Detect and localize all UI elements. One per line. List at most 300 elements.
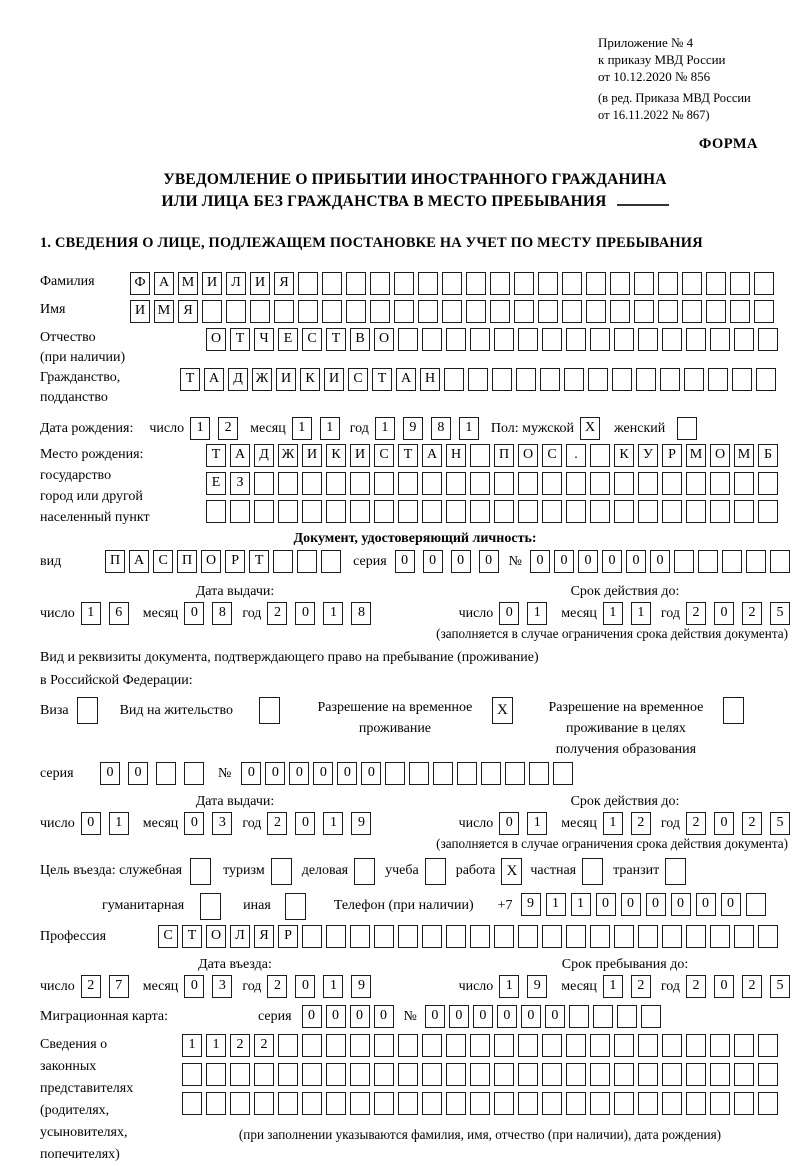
- form-cell[interactable]: Ж: [252, 368, 272, 391]
- form-cell[interactable]: 1: [190, 417, 210, 440]
- form-cell[interactable]: Р: [278, 925, 298, 948]
- form-cell[interactable]: 0: [714, 812, 734, 835]
- form-cell[interactable]: Т: [326, 328, 346, 351]
- form-cell[interactable]: [302, 1034, 322, 1057]
- form-cell[interactable]: [398, 328, 418, 351]
- form-cell[interactable]: [425, 858, 446, 885]
- form-cell[interactable]: [730, 272, 750, 295]
- form-cell[interactable]: 1: [571, 893, 591, 916]
- form-cell[interactable]: [734, 328, 754, 351]
- form-cell[interactable]: Ж: [278, 444, 298, 467]
- form-cell[interactable]: [756, 368, 776, 391]
- form-cell[interactable]: [518, 500, 538, 523]
- form-cell[interactable]: [590, 472, 610, 495]
- form-cell[interactable]: [734, 925, 754, 948]
- form-cell[interactable]: [566, 472, 586, 495]
- form-cell[interactable]: [470, 500, 490, 523]
- form-cell[interactable]: 0: [289, 762, 309, 785]
- form-cell[interactable]: 1: [499, 975, 519, 998]
- form-cell[interactable]: [674, 550, 694, 573]
- form-cell[interactable]: [542, 1092, 562, 1115]
- form-cell[interactable]: [662, 1092, 682, 1115]
- purpose-other-checkbox[interactable]: [285, 893, 306, 920]
- form-cell[interactable]: 2: [267, 812, 287, 835]
- form-cell[interactable]: Н: [420, 368, 440, 391]
- form-cell[interactable]: [374, 1092, 394, 1115]
- form-cell[interactable]: [518, 925, 538, 948]
- form-cell[interactable]: Ч: [254, 328, 274, 351]
- form-cell[interactable]: [662, 1034, 682, 1057]
- visa-checkbox[interactable]: [77, 697, 98, 724]
- form-cell[interactable]: [706, 300, 726, 323]
- form-cell[interactable]: 2: [81, 975, 101, 998]
- form-cell[interactable]: [529, 762, 549, 785]
- form-cell[interactable]: И: [130, 300, 150, 323]
- form-cell[interactable]: С: [348, 368, 368, 391]
- form-cell[interactable]: [259, 697, 280, 724]
- form-cell[interactable]: [297, 550, 317, 573]
- form-cell[interactable]: [614, 1092, 634, 1115]
- form-cell[interactable]: [566, 500, 586, 523]
- form-cell[interactable]: [254, 1092, 274, 1115]
- form-cell[interactable]: [273, 550, 293, 573]
- form-cell[interactable]: 1: [320, 417, 340, 440]
- form-cell[interactable]: 0: [671, 893, 691, 916]
- form-cell[interactable]: [446, 500, 466, 523]
- form-cell[interactable]: [374, 1034, 394, 1057]
- form-cell[interactable]: [710, 472, 730, 495]
- form-cell[interactable]: [302, 1063, 322, 1086]
- form-cell[interactable]: [505, 762, 525, 785]
- form-cell[interactable]: 1: [631, 602, 651, 625]
- form-cell[interactable]: [470, 1034, 490, 1057]
- form-cell[interactable]: 0: [554, 550, 574, 573]
- form-cell[interactable]: 1: [527, 602, 547, 625]
- form-cell[interactable]: А: [204, 368, 224, 391]
- form-cell[interactable]: 0: [451, 550, 471, 573]
- form-cell[interactable]: [302, 472, 322, 495]
- form-cell[interactable]: 0: [184, 812, 204, 835]
- gender-female-checkbox[interactable]: [677, 417, 697, 440]
- form-cell[interactable]: [734, 500, 754, 523]
- form-cell[interactable]: [385, 762, 405, 785]
- form-cell[interactable]: [370, 300, 390, 323]
- form-cell[interactable]: [566, 1034, 586, 1057]
- form-cell[interactable]: Т: [182, 925, 202, 948]
- form-cell[interactable]: [422, 328, 442, 351]
- form-cell[interactable]: 3: [212, 975, 232, 998]
- form-cell[interactable]: О: [201, 550, 221, 573]
- form-cell[interactable]: И: [202, 272, 222, 295]
- form-cell[interactable]: [698, 550, 718, 573]
- form-cell[interactable]: Я: [178, 300, 198, 323]
- form-cell[interactable]: К: [300, 368, 320, 391]
- form-cell[interactable]: [682, 272, 702, 295]
- purpose-official-checkbox[interactable]: [190, 858, 211, 885]
- form-cell[interactable]: 2: [254, 1034, 274, 1057]
- form-cell[interactable]: [326, 472, 346, 495]
- form-cell[interactable]: [638, 500, 658, 523]
- form-cell[interactable]: [710, 1063, 730, 1086]
- form-cell[interactable]: Т: [372, 368, 392, 391]
- form-cell[interactable]: [638, 472, 658, 495]
- form-cell[interactable]: [758, 925, 778, 948]
- form-cell[interactable]: [446, 328, 466, 351]
- form-cell[interactable]: [326, 1034, 346, 1057]
- form-cell[interactable]: [660, 368, 680, 391]
- form-cell[interactable]: [686, 1034, 706, 1057]
- form-cell[interactable]: [350, 1034, 370, 1057]
- form-cell[interactable]: [494, 328, 514, 351]
- form-cell[interactable]: [658, 272, 678, 295]
- form-cell[interactable]: [746, 550, 766, 573]
- form-cell[interactable]: [542, 328, 562, 351]
- form-cell[interactable]: [710, 1034, 730, 1057]
- form-cell[interactable]: 0: [721, 893, 741, 916]
- form-cell[interactable]: [662, 500, 682, 523]
- form-cell[interactable]: [442, 272, 462, 295]
- form-cell[interactable]: [278, 472, 298, 495]
- form-cell[interactable]: [553, 762, 573, 785]
- form-cell[interactable]: 0: [714, 975, 734, 998]
- form-cell[interactable]: Я: [274, 272, 294, 295]
- form-cell[interactable]: [418, 300, 438, 323]
- form-cell[interactable]: П: [494, 444, 514, 467]
- form-cell[interactable]: .: [566, 444, 586, 467]
- form-cell[interactable]: 0: [100, 762, 120, 785]
- form-cell[interactable]: А: [154, 272, 174, 295]
- form-cell[interactable]: 1: [323, 602, 343, 625]
- form-cell[interactable]: [590, 328, 610, 351]
- form-cell[interactable]: [354, 858, 375, 885]
- form-cell[interactable]: 1: [109, 812, 129, 835]
- form-cell[interactable]: [564, 368, 584, 391]
- form-cell[interactable]: С: [302, 328, 322, 351]
- form-cell[interactable]: [518, 328, 538, 351]
- form-cell[interactable]: [734, 1034, 754, 1057]
- form-cell[interactable]: С: [542, 444, 562, 467]
- form-cell[interactable]: [444, 368, 464, 391]
- form-cell[interactable]: 0: [313, 762, 333, 785]
- form-cell[interactable]: [686, 472, 706, 495]
- form-cell[interactable]: [409, 762, 429, 785]
- form-cell[interactable]: [722, 550, 742, 573]
- form-cell[interactable]: П: [105, 550, 125, 573]
- form-cell[interactable]: 0: [646, 893, 666, 916]
- form-cell[interactable]: Б: [758, 444, 778, 467]
- purpose-study-checkbox[interactable]: [425, 858, 446, 885]
- form-cell[interactable]: 9: [521, 893, 541, 916]
- form-cell[interactable]: [566, 925, 586, 948]
- form-cell[interactable]: [758, 1092, 778, 1115]
- form-cell[interactable]: [370, 272, 390, 295]
- form-cell[interactable]: [758, 1034, 778, 1057]
- form-cell[interactable]: 0: [423, 550, 443, 573]
- form-cell[interactable]: 1: [603, 975, 623, 998]
- form-cell[interactable]: [298, 272, 318, 295]
- form-cell[interactable]: Р: [225, 550, 245, 573]
- form-cell[interactable]: М: [734, 444, 754, 467]
- form-cell[interactable]: 0: [265, 762, 285, 785]
- form-cell[interactable]: [422, 500, 442, 523]
- form-cell[interactable]: [586, 300, 606, 323]
- form-cell[interactable]: [569, 1005, 589, 1028]
- form-cell[interactable]: 0: [596, 893, 616, 916]
- residence-permit-checkbox[interactable]: [259, 697, 280, 724]
- form-cell[interactable]: 2: [267, 975, 287, 998]
- form-cell[interactable]: 0: [374, 1005, 394, 1028]
- form-cell[interactable]: 2: [218, 417, 238, 440]
- form-cell[interactable]: К: [326, 444, 346, 467]
- form-cell[interactable]: [494, 1092, 514, 1115]
- form-cell[interactable]: [470, 1092, 490, 1115]
- form-cell[interactable]: М: [686, 444, 706, 467]
- form-cell[interactable]: [732, 368, 752, 391]
- form-cell[interactable]: [350, 1092, 370, 1115]
- form-cell[interactable]: [566, 1092, 586, 1115]
- form-cell[interactable]: [758, 1063, 778, 1086]
- form-cell[interactable]: 1: [603, 812, 623, 835]
- form-cell[interactable]: [665, 858, 686, 885]
- form-cell[interactable]: [582, 858, 603, 885]
- form-cell[interactable]: Я: [254, 925, 274, 948]
- form-cell[interactable]: [206, 1063, 226, 1086]
- form-cell[interactable]: [710, 1092, 730, 1115]
- form-cell[interactable]: [326, 1063, 346, 1086]
- form-cell[interactable]: 0: [530, 550, 550, 573]
- form-cell[interactable]: 2: [742, 812, 762, 835]
- form-cell[interactable]: О: [710, 444, 730, 467]
- form-cell[interactable]: [494, 1063, 514, 1086]
- form-cell[interactable]: [684, 368, 704, 391]
- form-cell[interactable]: Н: [446, 444, 466, 467]
- form-cell[interactable]: 0: [81, 812, 101, 835]
- form-cell[interactable]: [350, 1063, 370, 1086]
- form-cell[interactable]: [446, 1034, 466, 1057]
- form-cell[interactable]: [614, 1063, 634, 1086]
- form-cell[interactable]: [470, 925, 490, 948]
- form-cell[interactable]: [490, 272, 510, 295]
- form-cell[interactable]: [710, 925, 730, 948]
- form-cell[interactable]: [754, 272, 774, 295]
- form-cell[interactable]: О: [518, 444, 538, 467]
- form-cell[interactable]: [638, 1034, 658, 1057]
- form-cell[interactable]: 0: [295, 975, 315, 998]
- form-cell[interactable]: [614, 925, 634, 948]
- purpose-business-checkbox[interactable]: [354, 858, 375, 885]
- form-cell[interactable]: [468, 368, 488, 391]
- form-cell[interactable]: [590, 444, 610, 467]
- form-cell[interactable]: [662, 925, 682, 948]
- form-cell[interactable]: 1: [323, 975, 343, 998]
- form-cell[interactable]: [746, 893, 766, 916]
- form-cell[interactable]: [190, 858, 211, 885]
- form-cell[interactable]: М: [154, 300, 174, 323]
- form-cell[interactable]: [422, 1063, 442, 1086]
- form-cell[interactable]: 3: [212, 812, 232, 835]
- form-cell[interactable]: [350, 925, 370, 948]
- form-cell[interactable]: И: [250, 272, 270, 295]
- form-cell[interactable]: [398, 1092, 418, 1115]
- form-cell[interactable]: 9: [403, 417, 423, 440]
- form-cell[interactable]: [662, 328, 682, 351]
- form-cell[interactable]: [481, 762, 501, 785]
- form-cell[interactable]: [686, 328, 706, 351]
- form-cell[interactable]: У: [638, 444, 658, 467]
- form-cell[interactable]: [77, 697, 98, 724]
- form-cell[interactable]: [457, 762, 477, 785]
- form-cell[interactable]: [182, 1063, 202, 1086]
- form-cell[interactable]: Т: [206, 444, 226, 467]
- form-cell[interactable]: И: [324, 368, 344, 391]
- form-cell[interactable]: 0: [578, 550, 598, 573]
- form-cell[interactable]: 9: [527, 975, 547, 998]
- form-cell[interactable]: 7: [109, 975, 129, 998]
- form-cell[interactable]: [446, 1092, 466, 1115]
- form-cell[interactable]: [636, 368, 656, 391]
- form-cell[interactable]: 0: [499, 812, 519, 835]
- form-cell[interactable]: 1: [527, 812, 547, 835]
- form-cell[interactable]: [494, 500, 514, 523]
- form-cell[interactable]: А: [422, 444, 442, 467]
- form-cell[interactable]: [614, 500, 634, 523]
- form-cell[interactable]: X: [501, 858, 522, 885]
- form-cell[interactable]: Д: [254, 444, 274, 467]
- form-cell[interactable]: 0: [521, 1005, 541, 1028]
- form-cell[interactable]: Т: [230, 328, 250, 351]
- form-cell[interactable]: 0: [425, 1005, 445, 1028]
- form-cell[interactable]: 0: [497, 1005, 517, 1028]
- form-cell[interactable]: 0: [650, 550, 670, 573]
- form-cell[interactable]: М: [178, 272, 198, 295]
- form-cell[interactable]: 0: [499, 602, 519, 625]
- form-cell[interactable]: [662, 472, 682, 495]
- form-cell[interactable]: [514, 300, 534, 323]
- form-cell[interactable]: 8: [431, 417, 451, 440]
- form-cell[interactable]: [542, 1034, 562, 1057]
- form-cell[interactable]: [641, 1005, 661, 1028]
- form-cell[interactable]: А: [129, 550, 149, 573]
- form-cell[interactable]: А: [230, 444, 250, 467]
- form-cell[interactable]: [285, 893, 306, 920]
- form-cell[interactable]: [612, 368, 632, 391]
- form-cell[interactable]: 2: [686, 812, 706, 835]
- form-cell[interactable]: Т: [398, 444, 418, 467]
- form-cell[interactable]: О: [206, 925, 226, 948]
- form-cell[interactable]: С: [374, 444, 394, 467]
- form-cell[interactable]: [422, 925, 442, 948]
- form-cell[interactable]: [466, 272, 486, 295]
- form-cell[interactable]: Е: [278, 328, 298, 351]
- form-cell[interactable]: [638, 1092, 658, 1115]
- form-cell[interactable]: [490, 300, 510, 323]
- form-cell[interactable]: 2: [742, 602, 762, 625]
- form-cell[interactable]: [470, 444, 490, 467]
- form-cell[interactable]: [226, 300, 246, 323]
- form-cell[interactable]: [470, 328, 490, 351]
- form-cell[interactable]: 0: [449, 1005, 469, 1028]
- form-cell[interactable]: [230, 1063, 250, 1086]
- form-cell[interactable]: [446, 472, 466, 495]
- form-cell[interactable]: [590, 500, 610, 523]
- form-cell[interactable]: [302, 500, 322, 523]
- form-cell[interactable]: [562, 272, 582, 295]
- form-cell[interactable]: 2: [267, 602, 287, 625]
- form-cell[interactable]: 1: [323, 812, 343, 835]
- purpose-private-checkbox[interactable]: [582, 858, 603, 885]
- form-cell[interactable]: 0: [241, 762, 261, 785]
- form-cell[interactable]: 0: [696, 893, 716, 916]
- form-cell[interactable]: [723, 697, 744, 724]
- form-cell[interactable]: 2: [686, 602, 706, 625]
- form-cell[interactable]: [274, 300, 294, 323]
- form-cell[interactable]: О: [206, 328, 226, 351]
- form-cell[interactable]: [540, 368, 560, 391]
- form-cell[interactable]: X: [492, 697, 513, 724]
- form-cell[interactable]: [514, 272, 534, 295]
- form-cell[interactable]: [271, 858, 292, 885]
- form-cell[interactable]: 1: [81, 602, 101, 625]
- form-cell[interactable]: [494, 925, 514, 948]
- form-cell[interactable]: В: [350, 328, 370, 351]
- form-cell[interactable]: [278, 1063, 298, 1086]
- form-cell[interactable]: [586, 272, 606, 295]
- form-cell[interactable]: [398, 500, 418, 523]
- form-cell[interactable]: [230, 500, 250, 523]
- form-cell[interactable]: [394, 300, 414, 323]
- form-cell[interactable]: 9: [351, 975, 371, 998]
- form-cell[interactable]: [470, 1063, 490, 1086]
- form-cell[interactable]: 0: [302, 1005, 322, 1028]
- gender-male-checkbox[interactable]: [580, 417, 600, 440]
- form-cell[interactable]: [662, 1063, 682, 1086]
- form-cell[interactable]: 0: [545, 1005, 565, 1028]
- form-cell[interactable]: [562, 300, 582, 323]
- form-cell[interactable]: И: [302, 444, 322, 467]
- form-cell[interactable]: [538, 300, 558, 323]
- form-cell[interactable]: [686, 925, 706, 948]
- form-cell[interactable]: [254, 500, 274, 523]
- form-cell[interactable]: [278, 500, 298, 523]
- form-cell[interactable]: 0: [295, 602, 315, 625]
- form-cell[interactable]: 9: [351, 812, 371, 835]
- form-cell[interactable]: 1: [459, 417, 479, 440]
- form-cell[interactable]: 2: [631, 975, 651, 998]
- form-cell[interactable]: [754, 300, 774, 323]
- form-cell[interactable]: 0: [626, 550, 646, 573]
- form-cell[interactable]: [542, 1063, 562, 1086]
- form-cell[interactable]: [418, 272, 438, 295]
- form-cell[interactable]: [566, 328, 586, 351]
- form-cell[interactable]: 8: [351, 602, 371, 625]
- form-cell[interactable]: [617, 1005, 637, 1028]
- form-cell[interactable]: [278, 1034, 298, 1057]
- form-cell[interactable]: 8: [212, 602, 232, 625]
- form-cell[interactable]: Л: [226, 272, 246, 295]
- form-cell[interactable]: Ф: [130, 272, 150, 295]
- form-cell[interactable]: [638, 1063, 658, 1086]
- purpose-tourism-checkbox[interactable]: [271, 858, 292, 885]
- form-cell[interactable]: [518, 1034, 538, 1057]
- form-cell[interactable]: [638, 925, 658, 948]
- form-cell[interactable]: [466, 300, 486, 323]
- form-cell[interactable]: [254, 472, 274, 495]
- form-cell[interactable]: 2: [230, 1034, 250, 1057]
- form-cell[interactable]: [298, 300, 318, 323]
- form-cell[interactable]: 0: [602, 550, 622, 573]
- form-cell[interactable]: [374, 1063, 394, 1086]
- form-cell[interactable]: К: [614, 444, 634, 467]
